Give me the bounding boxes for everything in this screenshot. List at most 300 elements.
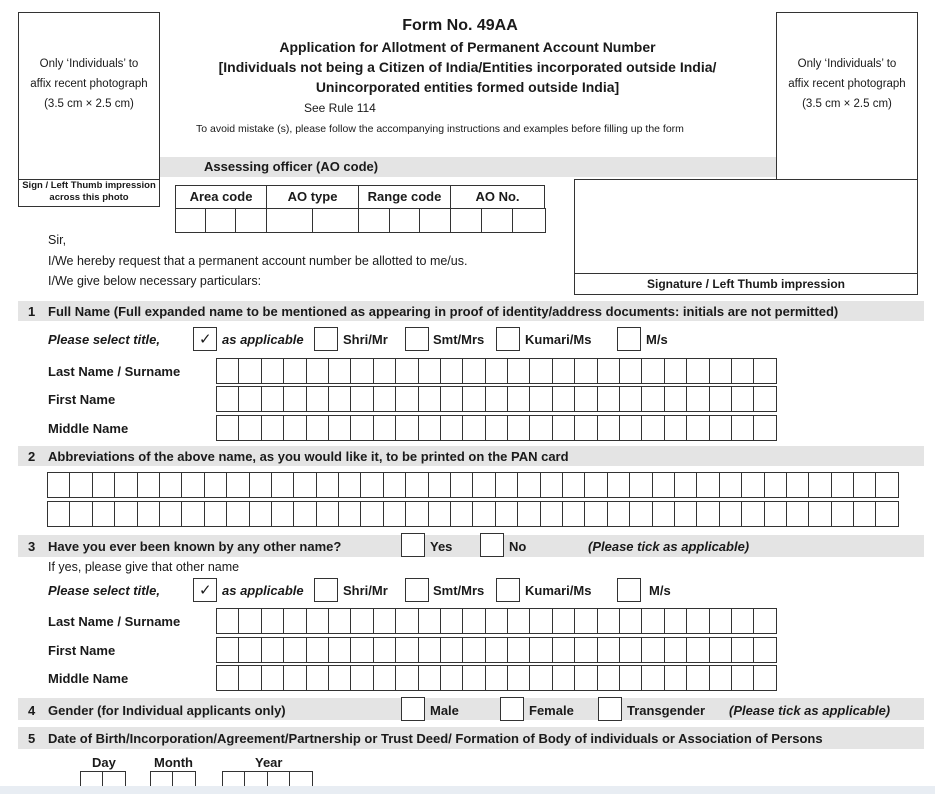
char-cell[interactable]: [652, 501, 675, 527]
char-cell[interactable]: [395, 637, 418, 663]
char-cell[interactable]: [383, 501, 406, 527]
char-cell[interactable]: [238, 386, 261, 412]
s1-last-name-input[interactable]: [216, 358, 777, 384]
photo-sign-caption-2: across this photo: [49, 192, 129, 203]
char-cell[interactable]: [306, 415, 329, 441]
char-cell[interactable]: [731, 637, 754, 663]
s1-middle-name-label: Middle Name: [48, 421, 129, 436]
char-cell[interactable]: [261, 358, 284, 384]
char-cell[interactable]: [485, 637, 508, 663]
s4-female-label: Female: [529, 703, 574, 718]
char-cell[interactable]: [584, 501, 607, 527]
s3-select-title-label: Please select title,: [48, 583, 161, 598]
char-cell[interactable]: [306, 358, 329, 384]
char-cell[interactable]: [731, 665, 754, 691]
char-cell[interactable]: [495, 472, 518, 498]
char-cell[interactable]: [440, 608, 463, 634]
char-cell[interactable]: [47, 501, 70, 527]
char-cell[interactable]: [350, 608, 373, 634]
s3-yes-label: Yes: [430, 539, 453, 554]
s1-select-title-label: Please select title,: [48, 332, 161, 347]
char-cell[interactable]: [709, 637, 732, 663]
char-cell[interactable]: [507, 608, 530, 634]
char-cell[interactable]: [529, 386, 552, 412]
char-cell[interactable]: [350, 637, 373, 663]
char-cell[interactable]: [418, 608, 441, 634]
char-cell[interactable]: [574, 665, 597, 691]
s4-male-checkbox[interactable]: [401, 697, 425, 721]
char-cell[interactable]: [306, 665, 329, 691]
char-cell[interactable]: [753, 358, 776, 384]
char-cell[interactable]: [249, 472, 272, 498]
char-cell[interactable]: [373, 358, 396, 384]
photo-box-left[interactable]: [18, 12, 160, 180]
s4-female-checkbox[interactable]: [500, 697, 524, 721]
char-cell[interactable]: [405, 472, 428, 498]
char-cell[interactable]: [216, 665, 239, 691]
char-cell[interactable]: [664, 637, 687, 663]
char-cell[interactable]: [517, 472, 540, 498]
char-cell[interactable]: [238, 358, 261, 384]
photo-right-line2: affix recent photograph: [788, 78, 906, 90]
char-cell[interactable]: [238, 415, 261, 441]
photo-right-line1: Only ‘Individuals’ to: [797, 58, 897, 70]
char-cell[interactable]: [562, 501, 585, 527]
char-cell[interactable]: [204, 472, 227, 498]
char-cell[interactable]: [597, 358, 620, 384]
char-cell[interactable]: [306, 608, 329, 634]
char-cell[interactable]: [472, 472, 495, 498]
char-cell[interactable]: [462, 608, 485, 634]
char-cell[interactable]: [552, 608, 575, 634]
char-cell[interactable]: [181, 472, 204, 498]
char-cell[interactable]: [137, 472, 160, 498]
s3-yes-checkbox[interactable]: [401, 533, 425, 557]
char-cell[interactable]: [328, 358, 351, 384]
char-cell[interactable]: [664, 358, 687, 384]
char-cell[interactable]: [92, 472, 115, 498]
s1-title-smt-checkbox[interactable]: [405, 327, 429, 351]
char-cell[interactable]: [462, 415, 485, 441]
char-cell[interactable]: [159, 472, 182, 498]
char-cell[interactable]: [619, 415, 642, 441]
s3-title-ms-label: M/s: [649, 583, 671, 598]
char-cell[interactable]: [328, 665, 351, 691]
char-cell[interactable]: [674, 501, 697, 527]
char-cell[interactable]: [597, 386, 620, 412]
s3-middle-name-input[interactable]: [216, 665, 777, 691]
char-cell[interactable]: [831, 501, 854, 527]
char-cell[interactable]: [853, 501, 876, 527]
char-cell[interactable]: [373, 386, 396, 412]
char-cell[interactable]: [418, 386, 441, 412]
char-cell[interactable]: [696, 472, 719, 498]
char-cell[interactable]: [875, 501, 898, 527]
char-cell[interactable]: [529, 415, 552, 441]
s4-transgender-label: Transgender: [627, 703, 706, 718]
char-cell[interactable]: [529, 637, 552, 663]
char-cell[interactable]: [472, 501, 495, 527]
char-cell[interactable]: [395, 665, 418, 691]
char-cell[interactable]: [216, 637, 239, 663]
char-cell[interactable]: [440, 386, 463, 412]
ao-col-ao-type: AO type: [287, 189, 338, 204]
s3-title-checkbox-example: [193, 578, 217, 602]
char-cell[interactable]: [552, 415, 575, 441]
char-cell[interactable]: [753, 415, 776, 441]
section-5-number: 5: [28, 731, 36, 746]
s3-title-smt-label: Smt/Mrs: [433, 583, 485, 598]
char-cell[interactable]: [440, 415, 463, 441]
char-cell[interactable]: [597, 665, 620, 691]
s3-last-name-label: Last Name / Surname: [48, 614, 181, 629]
char-cell[interactable]: [507, 386, 530, 412]
char-cell[interactable]: [641, 637, 664, 663]
s3-no-label: No: [509, 539, 527, 554]
section-3-title: Have you ever been known by any other name?: [48, 539, 342, 554]
char-cell[interactable]: [552, 665, 575, 691]
char-cell[interactable]: [338, 501, 361, 527]
s1-title-shri-checkbox[interactable]: [314, 327, 338, 351]
char-cell[interactable]: [450, 501, 473, 527]
char-cell[interactable]: [808, 501, 831, 527]
char-cell[interactable]: [719, 501, 742, 527]
rule-reference: See Rule 114: [304, 101, 376, 115]
photo-sign-caption-1: Sign / Left Thumb impression: [22, 180, 156, 191]
char-cell[interactable]: [786, 501, 809, 527]
char-cell[interactable]: [350, 415, 373, 441]
char-cell[interactable]: [271, 472, 294, 498]
form-title: Application for Allotment of Permanent Account Number: [279, 39, 656, 55]
ao-input-cells[interactable]: [175, 208, 546, 233]
char-cell[interactable]: [584, 472, 607, 498]
char-cell[interactable]: [181, 501, 204, 527]
char-cell[interactable]: [395, 608, 418, 634]
char-cell[interactable]: [731, 358, 754, 384]
s3-tick-note: (Please tick as applicable): [588, 539, 750, 554]
photo-left-line3: (3.5 cm × 2.5 cm): [44, 98, 134, 110]
s2-abbreviation-row-1[interactable]: [47, 472, 899, 498]
char-cell[interactable]: [114, 501, 137, 527]
char-cell[interactable]: [709, 386, 732, 412]
char-cell[interactable]: [69, 472, 92, 498]
char-cell[interactable]: [574, 386, 597, 412]
char-cell[interactable]: [373, 415, 396, 441]
form-subtitle-1: [Individuals not being a Citizen of India/Entities incorporated outside India/: [218, 59, 717, 75]
char-cell[interactable]: [328, 415, 351, 441]
char-cell[interactable]: [328, 637, 351, 663]
viewer-bottom-strip: [0, 786, 935, 794]
char-cell[interactable]: [641, 386, 664, 412]
char-cell[interactable]: [450, 472, 473, 498]
char-cell[interactable]: [238, 608, 261, 634]
char-cell[interactable]: [485, 415, 508, 441]
char-cell[interactable]: [216, 608, 239, 634]
char-cell[interactable]: [753, 637, 776, 663]
s3-if-yes-note: If yes, please give that other name: [48, 560, 240, 574]
s1-last-name-label: Last Name / Surname: [48, 364, 181, 379]
section-4-title: Gender (for Individual applicants only): [48, 703, 286, 718]
section-5-title: Date of Birth/Incorporation/Agreement/Partnership or Trust Deed/ Formation of Body of individuals or Association of Persons: [48, 731, 823, 746]
char-cell[interactable]: [686, 608, 709, 634]
char-cell[interactable]: [462, 358, 485, 384]
char-cell[interactable]: [360, 472, 383, 498]
s3-title-shri-label: Shri/Mr: [343, 583, 388, 598]
char-cell[interactable]: [485, 386, 508, 412]
s1-title-checkbox-example: [193, 327, 217, 351]
s3-title-smt-checkbox[interactable]: [405, 578, 429, 602]
char-cell[interactable]: [607, 501, 630, 527]
char-cell[interactable]: [741, 501, 764, 527]
char-cell[interactable]: [306, 386, 329, 412]
char-cell[interactable]: [696, 501, 719, 527]
char-cell[interactable]: [786, 472, 809, 498]
char-cell[interactable]: [574, 358, 597, 384]
char-cell[interactable]: [216, 415, 239, 441]
char-cell[interactable]: [686, 358, 709, 384]
char-cell[interactable]: [517, 501, 540, 527]
s3-last-name-input[interactable]: [216, 608, 777, 634]
char-cell[interactable]: [485, 608, 508, 634]
char-cell[interactable]: [261, 386, 284, 412]
char-cell[interactable]: [709, 665, 732, 691]
s1-as-applicable: as applicable: [222, 332, 304, 347]
char-cell[interactable]: [686, 386, 709, 412]
char-cell[interactable]: [641, 415, 664, 441]
char-cell[interactable]: [853, 472, 876, 498]
section-2-number: 2: [28, 449, 36, 464]
char-cell[interactable]: [719, 472, 742, 498]
char-cell[interactable]: [674, 472, 697, 498]
photo-left-line1: Only ‘Individuals’ to: [39, 58, 139, 70]
char-cell[interactable]: [226, 472, 249, 498]
char-cell[interactable]: [405, 501, 428, 527]
s1-title-kumari-label: Kumari/Ms: [525, 332, 592, 347]
s4-tick-note: (Please tick as applicable): [729, 703, 891, 718]
char-cell[interactable]: [440, 665, 463, 691]
s3-first-name-input[interactable]: [216, 637, 777, 663]
char-cell[interactable]: [753, 665, 776, 691]
char-cell[interactable]: [619, 637, 642, 663]
s3-title-shri-checkbox[interactable]: [314, 578, 338, 602]
char-cell[interactable]: [607, 472, 630, 498]
s3-title-kumari-checkbox[interactable]: [496, 578, 520, 602]
char-cell[interactable]: [641, 665, 664, 691]
char-cell[interactable]: [271, 501, 294, 527]
char-cell[interactable]: [875, 472, 898, 498]
char-cell[interactable]: [764, 472, 787, 498]
section-2-title: Abbreviations of the above name, as you would like it, to be printed on the PAN card: [48, 449, 569, 464]
char-cell[interactable]: [293, 472, 316, 498]
char-cell[interactable]: [418, 415, 441, 441]
char-cell[interactable]: [619, 665, 642, 691]
char-cell[interactable]: [316, 472, 339, 498]
s3-middle-name-label: Middle Name: [48, 671, 129, 686]
letter-salutation: Sir,: [48, 233, 67, 247]
s1-middle-name-input[interactable]: [216, 415, 777, 441]
char-cell[interactable]: [316, 501, 339, 527]
ao-code-table: [175, 185, 545, 233]
char-cell[interactable]: [664, 415, 687, 441]
char-cell[interactable]: [709, 608, 732, 634]
char-cell[interactable]: [507, 358, 530, 384]
char-cell[interactable]: [507, 665, 530, 691]
char-cell[interactable]: [741, 472, 764, 498]
char-cell[interactable]: [764, 501, 787, 527]
s1-title-ms-checkbox[interactable]: [617, 327, 641, 351]
section-1-number: 1: [28, 304, 36, 319]
s3-title-ms-checkbox[interactable]: [617, 578, 641, 602]
char-cell[interactable]: [664, 665, 687, 691]
char-cell[interactable]: [418, 637, 441, 663]
char-cell[interactable]: [641, 358, 664, 384]
char-cell[interactable]: [428, 501, 451, 527]
char-cell[interactable]: [619, 386, 642, 412]
char-cell[interactable]: [552, 386, 575, 412]
char-cell[interactable]: [249, 501, 272, 527]
s3-no-checkbox[interactable]: [480, 533, 504, 557]
s1-title-kumari-checkbox[interactable]: [496, 327, 520, 351]
s2-abbreviation-row-2[interactable]: [47, 501, 899, 527]
char-cell[interactable]: [507, 415, 530, 441]
char-cell[interactable]: [350, 386, 373, 412]
char-cell[interactable]: [373, 665, 396, 691]
char-cell[interactable]: [597, 415, 620, 441]
char-cell[interactable]: [529, 608, 552, 634]
char-cell[interactable]: [306, 637, 329, 663]
char-cell[interactable]: [686, 415, 709, 441]
char-cell[interactable]: [462, 386, 485, 412]
photo-box-right[interactable]: [776, 12, 918, 180]
char-cell[interactable]: [428, 472, 451, 498]
ao-col-range-code: Range code: [367, 189, 442, 204]
char-cell[interactable]: [47, 472, 70, 498]
char-cell[interactable]: [283, 386, 306, 412]
char-cell[interactable]: [283, 665, 306, 691]
char-cell[interactable]: [350, 665, 373, 691]
char-cell[interactable]: [373, 637, 396, 663]
char-cell[interactable]: [261, 637, 284, 663]
char-cell[interactable]: [261, 608, 284, 634]
char-cell[interactable]: [574, 415, 597, 441]
char-cell[interactable]: [261, 665, 284, 691]
char-cell[interactable]: [495, 501, 518, 527]
char-cell[interactable]: [418, 358, 441, 384]
char-cell[interactable]: [283, 415, 306, 441]
char-cell[interactable]: [395, 358, 418, 384]
char-cell[interactable]: [540, 501, 563, 527]
char-cell[interactable]: [360, 501, 383, 527]
char-cell[interactable]: [114, 472, 137, 498]
char-cell[interactable]: [293, 501, 316, 527]
char-cell[interactable]: [216, 386, 239, 412]
char-cell[interactable]: [238, 665, 261, 691]
char-cell[interactable]: [709, 415, 732, 441]
char-cell[interactable]: [462, 637, 485, 663]
char-cell[interactable]: [574, 637, 597, 663]
char-cell[interactable]: [731, 415, 754, 441]
char-cell[interactable]: [137, 501, 160, 527]
char-cell[interactable]: [574, 608, 597, 634]
char-cell[interactable]: [283, 608, 306, 634]
char-cell[interactable]: [261, 415, 284, 441]
char-cell[interactable]: [552, 637, 575, 663]
char-cell[interactable]: [629, 501, 652, 527]
char-cell[interactable]: [462, 665, 485, 691]
char-cell[interactable]: [686, 665, 709, 691]
photo-right-line3: (3.5 cm × 2.5 cm): [802, 98, 892, 110]
char-cell[interactable]: [664, 386, 687, 412]
char-cell[interactable]: [597, 637, 620, 663]
char-cell[interactable]: [831, 472, 854, 498]
s4-transgender-checkbox[interactable]: [598, 697, 622, 721]
char-cell[interactable]: [507, 637, 530, 663]
char-cell[interactable]: [350, 358, 373, 384]
char-cell[interactable]: [709, 358, 732, 384]
char-cell[interactable]: [328, 608, 351, 634]
char-cell[interactable]: [808, 472, 831, 498]
char-cell[interactable]: [92, 501, 115, 527]
s1-first-name-input[interactable]: [216, 386, 777, 412]
s5-day-label: Day: [92, 755, 116, 770]
char-cell[interactable]: [753, 386, 776, 412]
ao-col-area-code: Area code: [189, 189, 253, 204]
char-cell[interactable]: [753, 608, 776, 634]
char-cell[interactable]: [328, 386, 351, 412]
char-cell[interactable]: [238, 637, 261, 663]
char-cell[interactable]: [485, 665, 508, 691]
s1-first-name-label: First Name: [48, 392, 116, 407]
photo-left-line2: affix recent photograph: [30, 78, 148, 90]
char-cell[interactable]: [440, 637, 463, 663]
char-cell[interactable]: [418, 665, 441, 691]
char-cell[interactable]: [216, 358, 239, 384]
char-cell[interactable]: [529, 358, 552, 384]
char-cell[interactable]: [629, 472, 652, 498]
section-4-number: 4: [28, 703, 36, 718]
char-cell[interactable]: [69, 501, 92, 527]
char-cell[interactable]: [731, 608, 754, 634]
char-cell[interactable]: [159, 501, 182, 527]
s3-first-name-label: First Name: [48, 643, 116, 658]
char-cell[interactable]: [440, 358, 463, 384]
char-cell[interactable]: [395, 386, 418, 412]
char-cell[interactable]: [485, 358, 508, 384]
section-3-number: 3: [28, 539, 36, 554]
char-cell[interactable]: [652, 472, 675, 498]
char-cell[interactable]: [731, 386, 754, 412]
char-cell[interactable]: [641, 608, 664, 634]
char-cell[interactable]: [686, 637, 709, 663]
char-cell[interactable]: [562, 472, 585, 498]
char-cell[interactable]: [597, 608, 620, 634]
char-cell[interactable]: [383, 472, 406, 498]
char-cell[interactable]: [619, 608, 642, 634]
char-cell[interactable]: [283, 358, 306, 384]
char-cell[interactable]: [395, 415, 418, 441]
char-cell[interactable]: [204, 501, 227, 527]
char-cell[interactable]: [552, 358, 575, 384]
char-cell[interactable]: [338, 472, 361, 498]
letter-line-2: I/We give below necessary particulars:: [48, 274, 262, 288]
char-cell[interactable]: [664, 608, 687, 634]
char-cell[interactable]: [226, 501, 249, 527]
char-cell[interactable]: [283, 637, 306, 663]
char-cell[interactable]: [529, 665, 552, 691]
char-cell[interactable]: [373, 608, 396, 634]
char-cell[interactable]: [619, 358, 642, 384]
char-cell[interactable]: [540, 472, 563, 498]
